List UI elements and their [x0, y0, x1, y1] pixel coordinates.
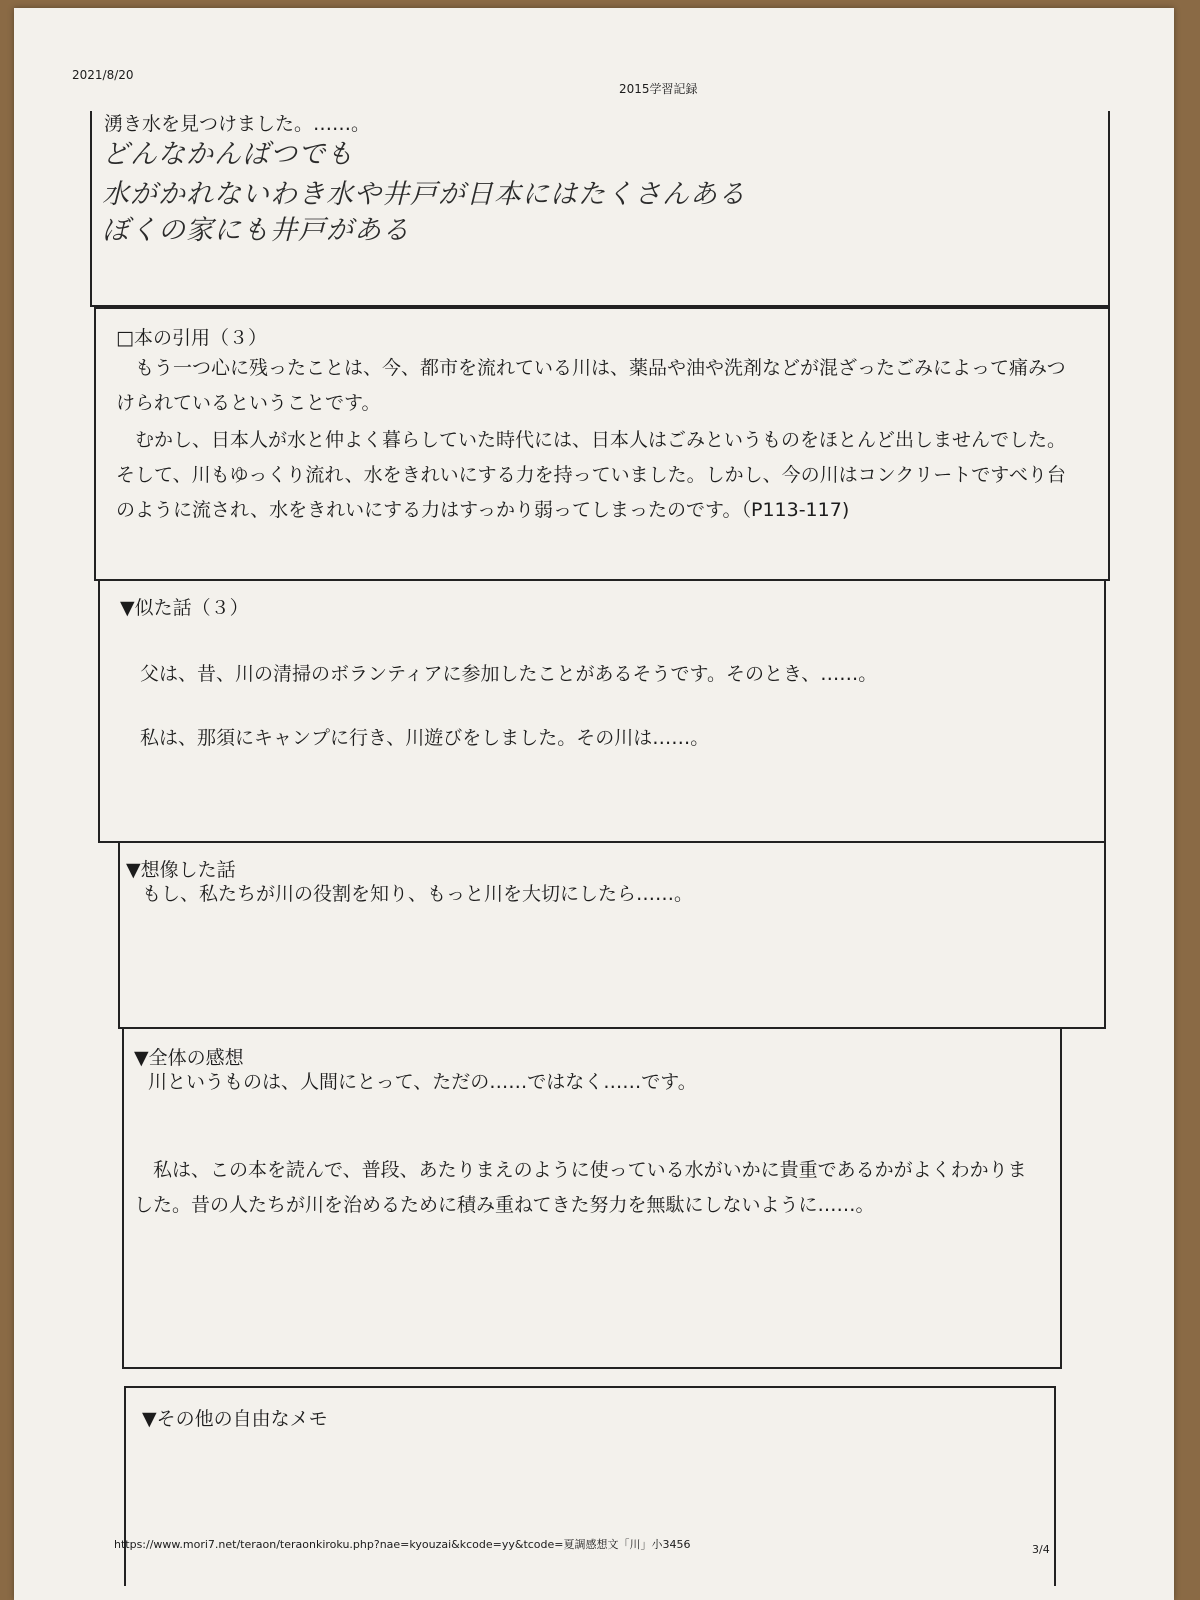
book-quote-section	[94, 307, 1110, 581]
book-quote-heading: □本の引用（３）	[116, 327, 267, 349]
similar-story-paragraph-1: 父は、昔、川の清掃のボランティアに参加したことがあるそうです。そのとき、……。	[140, 663, 878, 685]
source-url: https://www.mori7.net/teraon/teraonkiroku.php?nae=kyouzai&kcode=yy&tcode=夏調感想文「川」小3456	[114, 1538, 691, 1551]
imagined-story-section	[118, 843, 1106, 1029]
overall-impression-section	[122, 1029, 1062, 1369]
spring-water-section	[90, 111, 1110, 307]
book-quote-paragraph-2: むかし、日本人が水と仲よく暮らしていた時代には、日本人はごみというものをほとんど出しませんでした。そして、川もゆっくり流れ、水をきれいにする力を持っていました。しかし、今の川はコンクリートですべり台のように流され、水をきれいにする力はすっかり弱ってしまったのです。（P113-117)	[116, 429, 1067, 521]
page-title: 2015学習記録	[619, 82, 698, 96]
handwritten-line-2: 水がかれないわき水や井戸が日本にはたくさんある	[102, 179, 746, 210]
free-memo-section	[124, 1386, 1056, 1586]
imagined-story-paragraph: もし、私たちが川の役割を知り、もっと川を大切にしたら……。	[142, 883, 694, 905]
similar-story-paragraph-2: 私は、那須にキャンプに行き、川遊びをしました。その川は……。	[140, 727, 710, 749]
free-memo-heading: ▼その他の自由なメモ	[142, 1408, 328, 1430]
similar-story-section	[98, 581, 1106, 843]
worksheet-page	[14, 8, 1174, 1600]
overall-impression-heading: ▼全体の感想	[134, 1047, 244, 1069]
handwritten-line-3: ぼくの家にも井戸がある	[102, 215, 410, 246]
page-number: 3/4	[1032, 1543, 1050, 1556]
handwritten-line-1: どんなかんばつでも	[102, 139, 354, 170]
similar-story-heading: ▼似た話（３）	[120, 597, 249, 619]
imagined-story-heading: ▼想像した話	[126, 859, 236, 881]
book-quote-paragraph-1: もう一つ心に残ったことは、今、都市を流れている川は、薬品や油や洗剤などが混ざったごみによって痛みつけられているということです。	[116, 357, 1066, 414]
spring-water-text: 湧き水を見つけました。……。	[104, 113, 371, 135]
print-date: 2021/8/20	[72, 68, 134, 82]
overall-impression-paragraph-1: 川というものは、人間にとって、ただの……ではなく……です。	[148, 1071, 697, 1093]
overall-impression-paragraph-2: 私は、この本を読んで、普段、あたりまえのように使っている水がいかに貴重であるかがよくわかりました。昔の人たちが川を治めるために積み重ねてきた努力を無駄にしないように……。	[134, 1159, 1027, 1216]
